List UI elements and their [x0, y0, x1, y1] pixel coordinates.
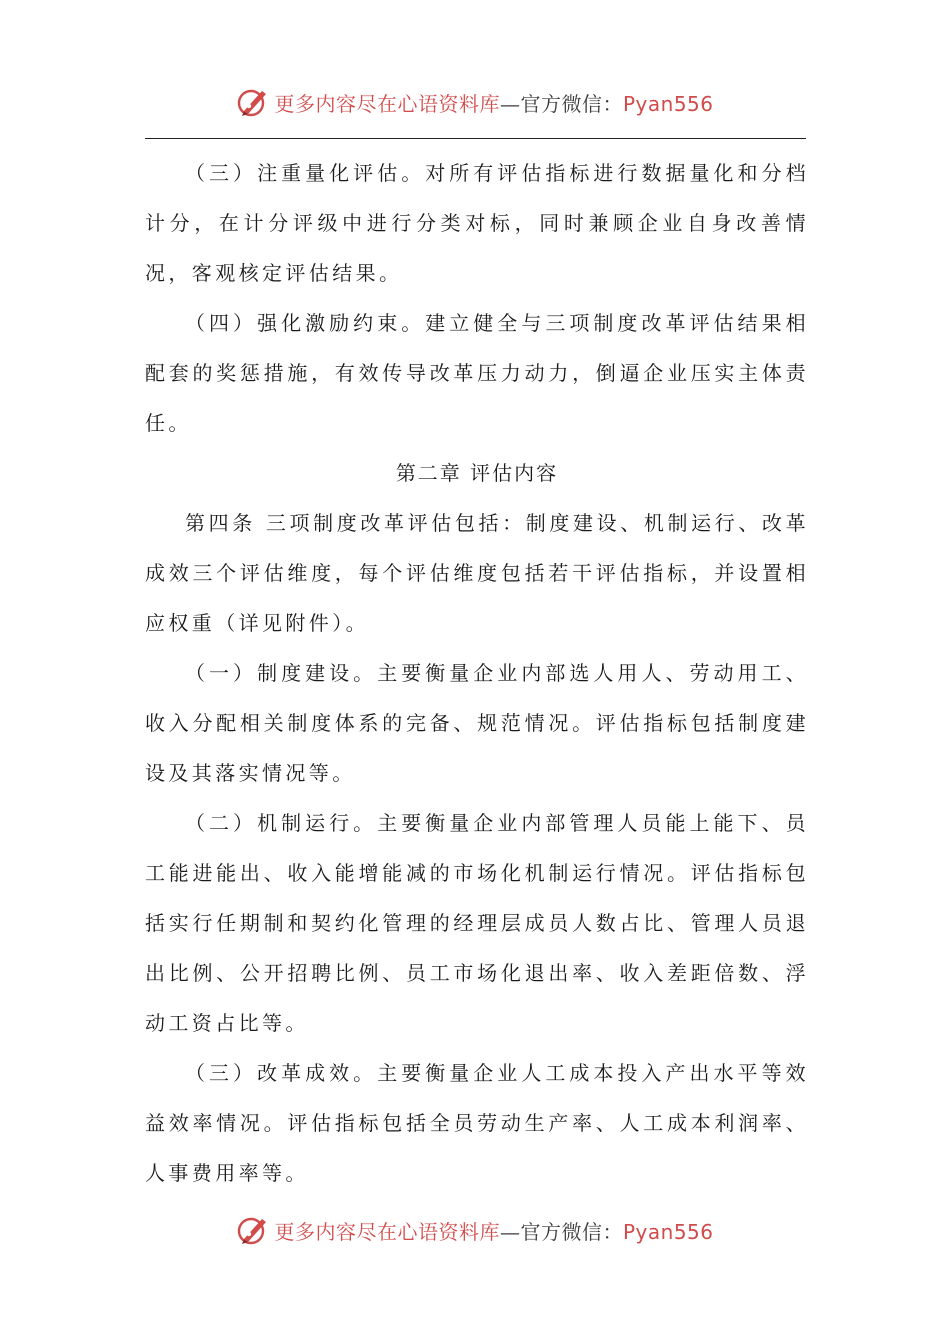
- paragraph-incentive-constraint: （四）强化激励约束。建立健全与三项制度改革评估结果相配套的奖惩措施，有效传导改革压力动力，倒逼企业压实主体责任。: [145, 311, 809, 435]
- footer-banner-wechat-label: —官方微信：: [499, 1219, 623, 1244]
- paragraph-system-building: （一）制度建设。主要衡量企业内部选人用人、劳动用工、收入分配相关制度体系的完备、规范情况。评估指标包括制度建设及其落实情况等。: [145, 661, 809, 785]
- paragraph-reform-results: （三）改革成效。主要衡量企业人工成本投入产出水平等效益效率情况。评估指标包括全员劳动生产率、人工成本利润率、人事费用率等。: [145, 1061, 809, 1185]
- header-banner-text: [274, 88, 713, 117]
- document-body: [145, 148, 809, 1198]
- header-banner-title: 更多内容尽在心语资料库: [274, 91, 500, 116]
- header-banner-wechat-label: —官方微信：: [499, 91, 623, 116]
- header-banner-wechat-id: Pyan556: [622, 91, 714, 116]
- footer-banner-text: [274, 1216, 713, 1245]
- paragraph-article-four: 第四条 三项制度改革评估包括：制度建设、机制运行、改革成效三个评估维度，每个评估维度包括若干评估指标，并设置相应权重（详见附件）。: [145, 511, 809, 635]
- header-banner: [0, 82, 950, 122]
- pen-logo-icon: [236, 1213, 270, 1247]
- paragraph-mechanism-operation: （二）机制运行。主要衡量企业内部管理人员能上能下、员工能进能出、收入能增能减的市场化机制运行情况。评估指标包括实行任期制和契约化管理的经理层成员人数占比、管理人员退出比例、公开招聘比例、员工市场化退出率、收入差距倍数、浮动工资占比等。: [145, 811, 809, 1035]
- footer-banner-title: 更多内容尽在心语资料库: [274, 1219, 500, 1244]
- chapter-title: 第二章 评估内容: [395, 461, 559, 485]
- header-divider: [145, 138, 806, 139]
- pen-logo-icon: [236, 85, 270, 119]
- paragraph-quantified-evaluation: （三）注重量化评估。对所有评估指标进行数据量化和分档计分，在计分评级中进行分类对标，同时兼顾企业自身改善情况，客观核定评估结果。: [145, 161, 809, 285]
- footer-banner: [0, 1210, 950, 1250]
- footer-banner-wechat-id: Pyan556: [622, 1219, 714, 1244]
